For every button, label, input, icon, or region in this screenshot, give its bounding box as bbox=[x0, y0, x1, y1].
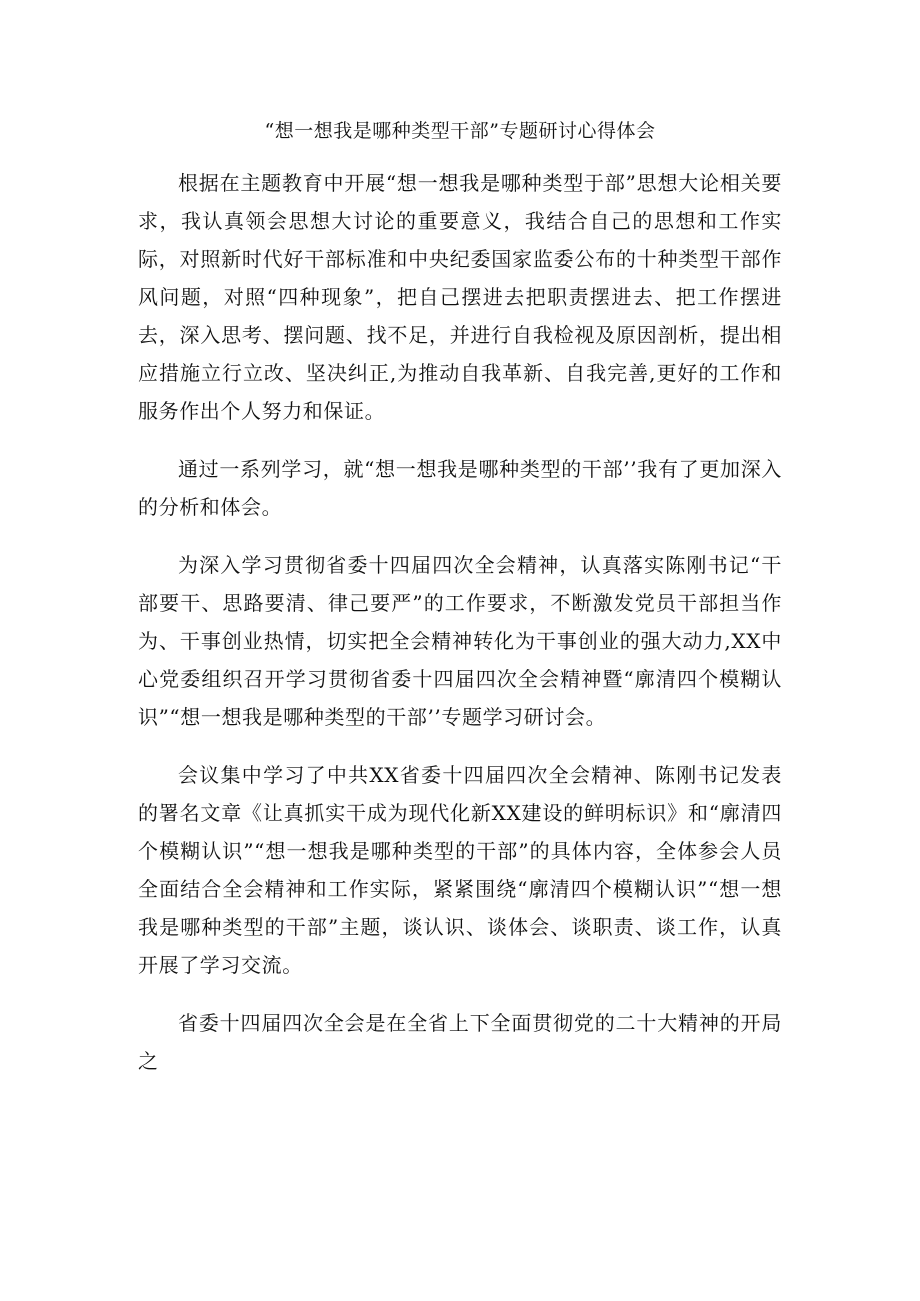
paragraph-5: 省委十四届四次全会是在全省上下全面贯彻党的二十大精神的开局之 bbox=[138, 1011, 782, 1073]
paragraph-4: 会议集中学习了中共XX省委十四届四次全会精神、陈刚书记发表的署名文章《让真抓实干成为现代化新XX建设的鲜明标识》和“廓清四个模糊认识”“想一想我是哪种类型的干部”的具体内容，全体参会人员全面结合全会精神和工作实际，紧紧围绕“廓清四个模糊认识”“想一想我是哪种类型的干部”主题，谈认识、谈体会、谈职责、谈工作，认真开展了学习交流。 bbox=[138, 763, 782, 977]
document-title: “想一想我是哪种类型干部”专题研讨心得体会 bbox=[264, 120, 656, 142]
paragraph-3: 为深入学习贯彻省委十四届四次全会精神，认真落实陈刚书记“干部要干、思路要清、律己要严”的工作要求，不断激发党员干部担当作为、干事创业热情，切实把全会精神转化为干事创业的强大动力,XX中心党委组织召开学习贯彻省委十四届四次全会精神暨“廓清四个模糊认识”“想一想我是哪种类型的干部’’专题学习研讨会。 bbox=[138, 553, 782, 729]
paragraph-1: 根据在主题教育中开展“想一想我是哪种类型于部”思想大论相关要求，我认真领会思想大讨论的重要意义，我结合自己的思想和工作实际，对照新时代好干部标准和中央纪委国家监委公布的十种类型干部作风问题，对照“四种现象”，把自己摆进去把职责摆进去、把工作摆进去，深入思考、摆问题、找不足，并进行自我检视及原因剖析，提出相应措施立行立改、坚决纠正,为推动自我革新、自我完善,更好的工作和服务作出个人努力和保证。 bbox=[138, 171, 782, 423]
paragraph-2: 通过一系列学习，就“想一想我是哪种类型的干部’’我有了更加深入的分析和体会。 bbox=[138, 457, 782, 519]
